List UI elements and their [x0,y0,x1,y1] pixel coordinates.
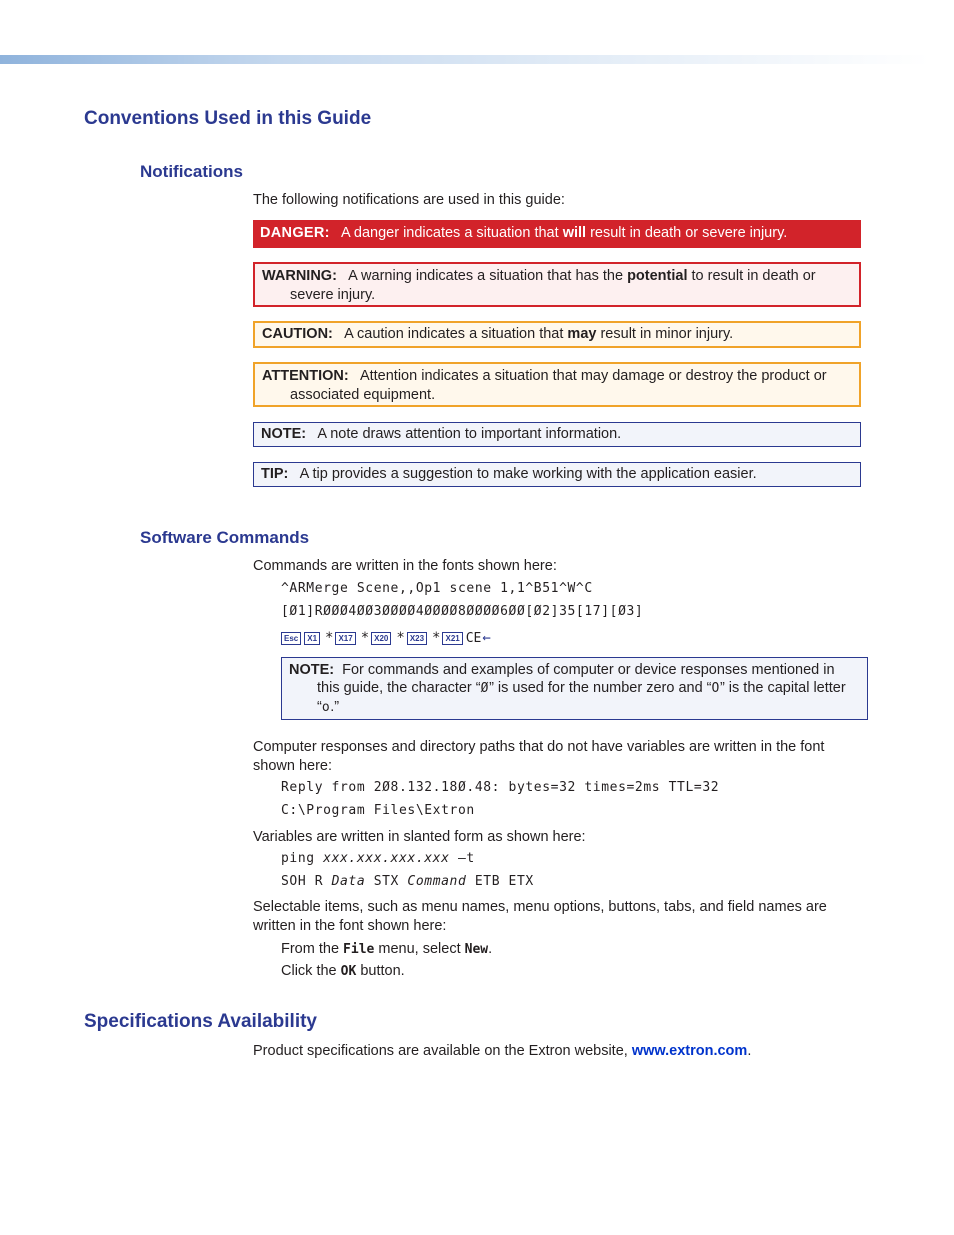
responses-intro: Computer responses and directory paths that do not have variables are written in the font shown here: [253,739,825,774]
var1-a: ping [281,851,324,866]
note-box [253,422,861,447]
specs-end: . [747,1043,752,1059]
attention-label: ATTENTION: [262,368,349,384]
notifications-heading: Notifications [140,162,243,181]
tip-label: TIP: [261,466,289,482]
specifications-heading: Specifications Availability [84,1011,318,1032]
star-1: * [325,630,334,646]
sel2-a: Click the [281,963,341,979]
warning-label: WARNING: [262,268,337,284]
tip-text: A tip provides a suggestion to make working with the application easier. [299,466,757,482]
var2-b: Data [331,874,366,889]
command-example-2: [Ø1]RØØØ4ØØ3ØØØØ4ØØØØ8ØØØØ6ØØ[Ø2]35[17][Ø3] [281,604,644,619]
note-text: A note draws attention to important information. [317,426,622,442]
warning-text-bold: potential [627,268,688,284]
note-label: NOTE: [261,426,307,442]
star-4: * [432,630,441,646]
software-note-label: NOTE: [289,662,335,678]
sel1-e: . [488,941,493,957]
var1-c: —t [449,851,475,866]
warning-box [253,262,861,307]
danger-text-bold: will [562,225,587,241]
sel1-d: New [464,942,489,957]
var2-c: STX [365,874,408,889]
notifications-intro: The following notifications are used in this guide: [253,192,565,208]
caution-label: CAUTION: [262,326,333,342]
variable-example-2 [281,874,534,889]
sel1-b: File [343,942,375,957]
danger-box [253,220,861,248]
x1-key: X1 [304,632,320,645]
attention-box [253,362,861,407]
software-note-c2: O [711,681,720,696]
response-example-2: C:\Program Files\Extron [281,803,475,818]
caution-box [253,321,861,348]
response-example-1: Reply from 2Ø8.132.18Ø.48: bytes=32 times=2ms TTL=32 [281,780,720,795]
x17-key: X17 [335,632,355,645]
software-note-t1: For commands and examples of computer or device responses mentioned in this guide, the character “ [317,662,835,696]
software-note-c3: o [321,700,331,715]
key-sequence [281,630,491,646]
warning-text-post: to result in death or severe injury. [290,268,816,303]
variable-example-1 [281,851,475,866]
software-intro: Commands are written in the fonts shown here: [253,558,557,574]
software-note-c1: Ø [480,681,490,696]
caution-text-pre: A caution indicates a situation that [344,326,568,342]
selectable-example-2 [281,962,405,981]
selectable-example-1 [281,940,492,959]
extron-website-link[interactable]: www.extron.com [631,1043,748,1059]
var1-b: xxx.xxx.xxx.xxx [323,851,450,866]
header-gradient-bar [0,55,930,64]
sel2-c: button. [356,963,405,979]
star-2: * [360,630,370,646]
danger-label: DANGER: [260,225,330,241]
page-title: Conventions Used in this Guide [84,108,372,129]
software-note-box [281,657,868,720]
x20-key: X20 [371,632,391,645]
star-3: * [396,630,405,646]
caution-text-bold: may [567,326,597,342]
x23-key: X23 [407,632,427,645]
warning-text-pre: A warning indicates a situation that has the [348,268,628,284]
danger-text-post: result in death or severe injury. [586,225,788,241]
sel1-c: menu, select [374,941,465,957]
tip-box [253,462,861,487]
software-note-t2: ” is used for the number zero and “ [489,680,712,696]
variables-intro: Variables are written in slanted form as shown here: [253,829,586,845]
specifications-text [253,1042,751,1061]
software-note-t3: ” is the capital letter “ [317,680,846,715]
ce-text: CE [465,630,482,646]
sel1-a: From the [281,941,344,957]
var2-a: SOH R [281,874,332,889]
var2-e: ETB ETX [466,874,534,889]
command-example-1: ^ARMerge Scene,,Op1 scene 1,1^B51^W^C [281,581,593,596]
caution-text-post: result in minor injury. [596,326,734,342]
selectable-intro: Selectable items, such as menu names, menu options, buttons, tabs, and field names are written in the font shown here: [253,899,827,934]
attention-text: Attention indicates a situation that may damage or destroy the product or associated equipment. [290,368,827,403]
danger-text-pre: A danger indicates a situation that [341,225,563,241]
var2-d: Command [407,874,467,889]
x21-key: X21 [442,632,462,645]
software-note-t4: .” [330,699,340,715]
software-commands-heading: Software Commands [140,528,310,547]
esc-key: Esc [281,632,301,645]
sel2-b: OK [340,964,357,979]
return-arrow-icon: ← [482,630,491,646]
specs-text: Product specifications are available on the Extron website, [253,1043,632,1059]
